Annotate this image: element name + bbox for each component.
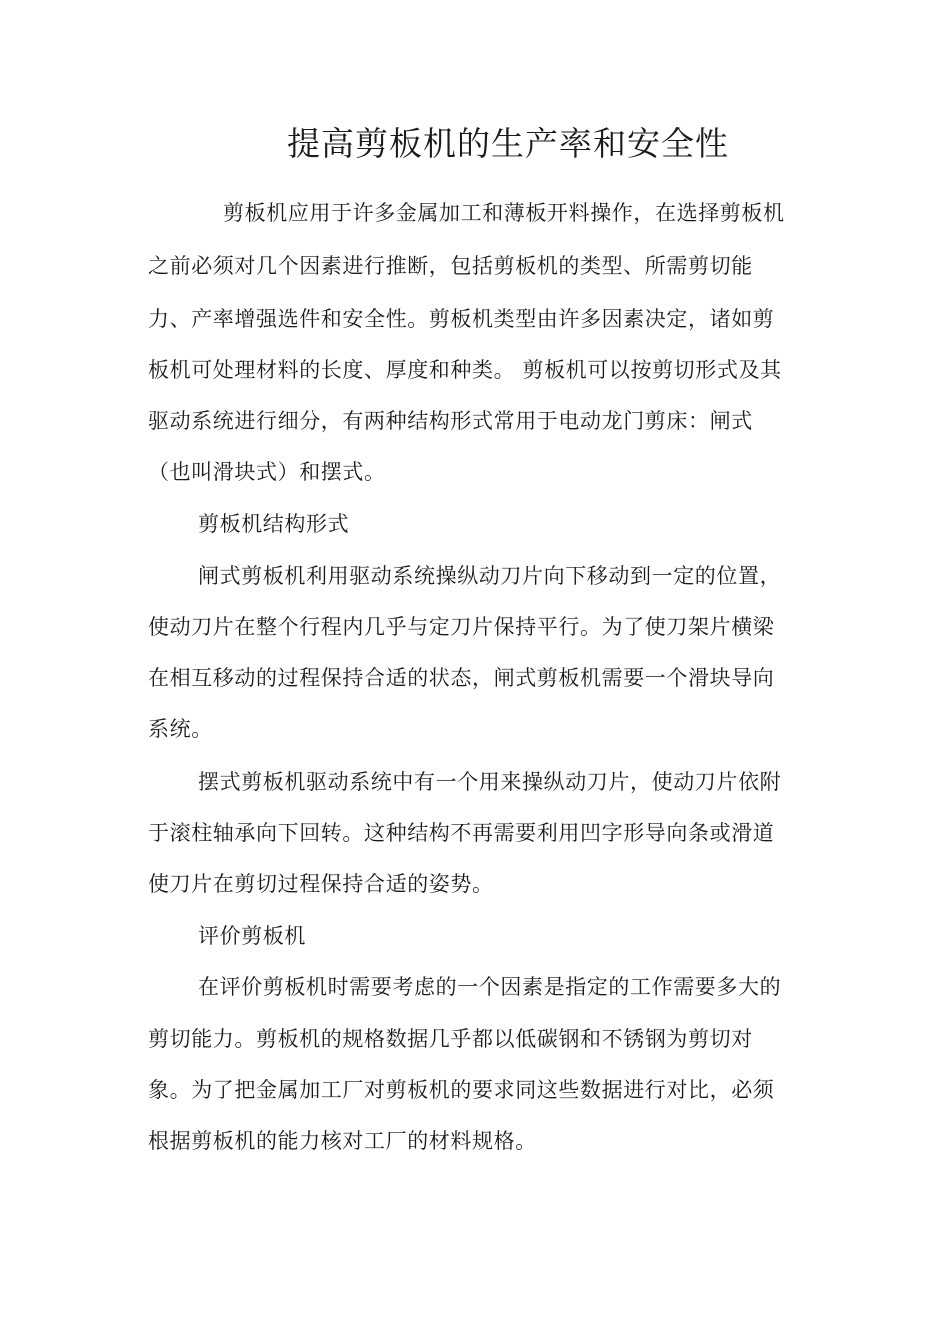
paragraph-line: 使动刀片在整个行程内几乎与定刀片保持平行。为了使刀架片横梁 <box>148 615 775 639</box>
paragraph-line: 于滚柱轴承向下回转。这种结构不再需要利用凹字形导向条或滑道 <box>148 821 775 845</box>
paragraph-line: 象。为了把金属加工厂对剪板机的要求同这些数据进行对比，必须 <box>148 1078 775 1102</box>
paragraph-line: 使刀片在剪切过程保持合适的姿势。 <box>148 872 494 896</box>
section-heading: 剪板机结构形式 <box>198 512 350 536</box>
paragraph-line: 板机可处理材料的长度、厚度和种类。 剪板机可以按剪切形式及其 <box>148 358 782 382</box>
paragraph-line: 在评价剪板机时需要考虑的一个因素是指定的工作需要多大的 <box>198 975 782 999</box>
paragraph-line: 剪板机应用于许多金属加工和薄板开料操作，在选择剪板机 <box>223 201 785 225</box>
paragraph-line: 力、产率增强选件和安全性。剪板机类型由许多因素决定，诸如剪 <box>148 307 775 331</box>
paragraph-line: 系统。 <box>148 717 213 741</box>
paragraph-line: 摆式剪板机驱动系统中有一个用来操纵动刀片，使动刀片依附 <box>198 770 782 794</box>
section-heading: 评价剪板机 <box>198 924 306 948</box>
paragraph-line: 根据剪板机的能力核对工厂的材料规格。 <box>148 1129 537 1153</box>
paragraph-line: 驱动系统进行细分，有两种结构形式常用于电动龙门剪床：闸式 <box>148 409 753 433</box>
paragraph-line: 在相互移动的过程保持合适的状态，闸式剪板机需要一个滑块导向 <box>148 666 775 690</box>
page-title: 提高剪板机的生产率和安全性 <box>287 124 729 163</box>
paragraph-line: 之前必须对几个因素进行推断，包括剪板机的类型、所需剪切能 <box>148 254 753 278</box>
paragraph-line: 闸式剪板机利用驱动系统操纵动刀片向下移动到一定的位置， <box>198 564 782 588</box>
paragraph-line: 剪切能力。剪板机的规格数据几乎都以低碳钢和不锈钢为剪切对 <box>148 1027 753 1051</box>
paragraph-line: （也叫滑块式）和摆式。 <box>148 460 386 484</box>
